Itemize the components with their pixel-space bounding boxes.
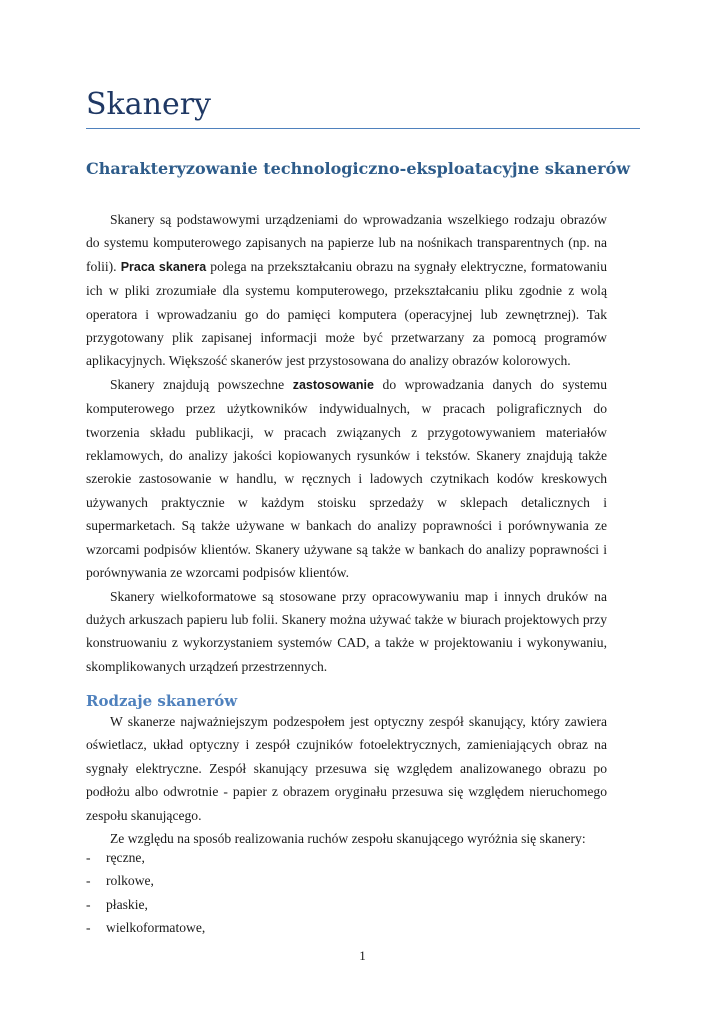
- document-title: Skanery: [86, 86, 640, 129]
- page-number: 1: [359, 948, 366, 963]
- paragraph: Skanery znajdują powszechne zastosowanie do wprowadzania danych do systemu komputerowego przez użytkowników indywidualnych, w pracach poligraficznych do tworzenia składu publikacji, w pracach związanych z przygotowywaniem materiałów reklamowych, do analizy jakości kopiowanych rysunków i tekstów. Skanery znajdują także szerokie zastosowanie w handlu, w ręcznych i ladowych czytnikach kodów kreskowych używanych praktycznie w każdym stoisku sprzedaży w sklepach detalicznych i supermarketach. Są także używane w bankach do analizy poprawności i porównywania ze wzorcami podpisów klientów. Skanery używane są także w bankach do analizy poprawności i porównywania ze wzorcami podpisów klientów.: [86, 376, 607, 581]
- list-item: - wielkoformatowe,: [86, 916, 205, 939]
- scanner-types-list: [86, 846, 205, 940]
- paragraph: Skanery wielkoformatowe są stosowane przy opracowywaniu map i innych druków na dużych arkuszach papieru lub folii. Skanery można używać także w biurach projektowych przy konstruowaniu z wykorzystaniem systemów CAD, a także w projektowaniu i wykonywaniu, skomplikowanych urządzeń przestrzennych.: [86, 588, 607, 674]
- list-item: - ręczne,: [86, 846, 205, 869]
- paragraph: W skanerze najważniejszym podzespołem jest optyczny zespół skanujący, który zawiera oświetlacz, układ optyczny i zespół czujników fotoelektrycznych, zamieniających obraz na sygnały elektryczne. Zespół skanujący przesuwa się względem analizowanego obrazu po podłożu albo odwrotnie - papier z obrazem oryginału przesuwa się względem nieruchomego zespołu skanującego.: [86, 714, 607, 823]
- bold-term: Praca skanera: [120, 259, 207, 274]
- section-characteristics-body: [86, 208, 607, 678]
- list-item: - płaskie,: [86, 893, 205, 916]
- section-heading-scanner-types: Rodzaje skanerów: [86, 692, 238, 710]
- paragraph: Skanery są podstawowymi urządzeniami do wprowadzania wszelkiego rodzaju obrazów do systemu komputerowego zapisanych na papierze lub na nośnikach transparentnych (np. na folii). Praca skanera polega na przekształcaniu obrazu na sygnały elektryczne, formatowaniu ich w pliki zrozumiałe dla systemu komputerowego, przekształcaniu pliku zgodnie z wolą operatora i wprowadzaniu go do pamięci komputera (operacyjnej lub zewnętrznej). Tak przygotowany plik zapisanej informacji może być przetwarzany za pomocą programów aplikacyjnych. Większość skanerów jest przystosowana do analizy obrazów kolorowych.: [86, 212, 607, 369]
- section-heading-characteristics: Charakteryzowanie technologiczno-eksploatacyjne skanerów: [86, 159, 631, 178]
- paragraph: Ze względu na sposób realizowania ruchów zespołu skanującego wyróżnia się skanery:: [110, 831, 586, 847]
- list-item: - rolkowe,: [86, 869, 205, 892]
- bold-term: zastosowanie: [292, 377, 374, 392]
- section-scanner-types-body: [86, 710, 607, 850]
